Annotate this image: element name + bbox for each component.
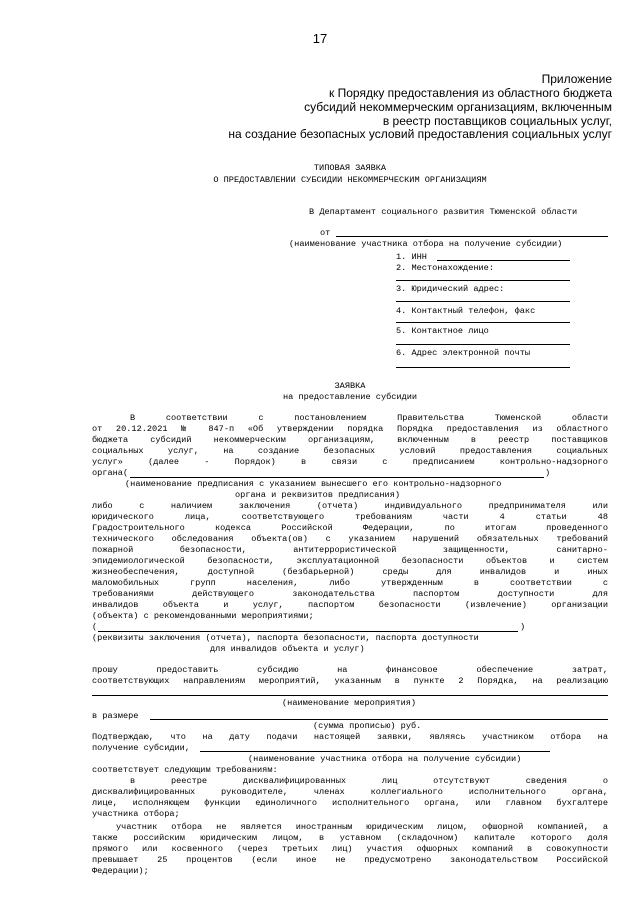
addressee-to: В Департамент социального развития Тюменской области	[309, 207, 578, 217]
detail-location: 2. Местонахождение:	[396, 263, 494, 273]
application-title: ЗАЯВКА	[334, 381, 366, 391]
detail-inn-line	[437, 260, 570, 261]
organ-hint: (наименование предписания с указанием вынесшего его контрольно-надзорного	[125, 479, 502, 489]
requisites-hint: (реквизиты заключения (отчета), паспорта безопасности, паспорта доступности	[92, 633, 479, 643]
page-number: 17	[312, 31, 328, 46]
detail-email-line	[396, 367, 570, 368]
form-title: ТИПОВАЯ ЗАЯВКА	[313, 163, 387, 173]
paren-open: (	[92, 622, 98, 632]
detail-legal-address-line	[396, 301, 570, 302]
event-hint: (наименование мероприятия)	[282, 698, 417, 708]
body-line: Градостроительного кодекса Российской Федерации, по итогам проведенного	[92, 523, 608, 533]
body-line: социальных услуг, на создание безопасных условий предоставления социальных	[92, 446, 608, 456]
detail-inn: 1. ИНН	[396, 252, 427, 262]
addressee-from-line	[336, 236, 608, 237]
detail-phone: 4. Контактный телефон, факс	[396, 306, 536, 316]
body-line: юридического лица, соответствующего требованиям части 4 статьи 48	[92, 512, 608, 522]
body-line: либо с наличием заключения (отчета) индивидуального предпринимателя или	[92, 501, 608, 511]
event-line	[92, 695, 608, 696]
body-line: участник отбора не является иностранным юридическим лицом, офшорной компанией, а	[116, 822, 608, 832]
body-line: получение субсидии,	[92, 743, 190, 753]
body-line: бюджета субсидий некоммерческим организациям, включенным в реестр поставщиков	[92, 435, 608, 445]
detail-location-line	[396, 280, 570, 281]
body-line: от 20.12.2021 № 847-п «Об утверждении порядка Порядка предоставления из областного	[92, 424, 608, 434]
addressee-from-label: от	[320, 228, 331, 238]
body-line: жизнеобеспечения, доступной (безбарьерной) среды для инвалидов и иных	[92, 567, 608, 577]
body-line: услуг» (далее - Порядок) в связи с предписанием контрольно-надзорного	[92, 457, 608, 467]
body-line: лице, исполняющем функции единоличного исполнительного органа, или главном бухгалтере	[92, 798, 608, 808]
organ-hint: органа и реквизитов предписания)	[235, 490, 401, 500]
body-line: Федерации);	[92, 866, 149, 876]
body-line: прошу предоставить субсидию на финансовое обеспечение затрат,	[92, 665, 608, 675]
body-line: В соответствии с постановлением Правительства Тюменской области	[130, 413, 608, 423]
body-line: соответствует следующим требованиям:	[92, 765, 278, 775]
annex-line: к Порядку предоставления из областного бюджета	[329, 86, 612, 100]
annex-line: в реестр поставщиков социальных услуг,	[382, 114, 612, 128]
body-line: эпидемиологической безопасности, эксплуатационной безопасности объектов и систем	[92, 556, 608, 566]
body-line: требованиями действующего законодательства паспортом доступности для	[92, 589, 608, 599]
application-subtitle: на предоставление субсидии	[282, 392, 418, 402]
paren-close: )	[520, 622, 526, 632]
amount-hint: (сумма прописью) руб.	[313, 721, 422, 731]
requisites-hint: для инвалидов объекта и услуг)	[210, 644, 365, 654]
body-line: участника отбора;	[92, 809, 180, 819]
detail-phone-line	[396, 322, 570, 323]
body-line: прямого или косвенного (через третьих лиц) участия офшорных компаний в совокупности	[92, 844, 608, 854]
organ-suffix: )	[545, 468, 551, 478]
body-line: соответствующих направлениям мероприятий, указанным в пункте 2 Порядка, на реализацию	[92, 676, 608, 686]
organ-line	[130, 477, 544, 478]
amount-label: в размере	[92, 711, 139, 721]
form-subtitle: О ПРЕДОСТАВЛЕНИИ СУБСИДИИ НЕКОММЕРЧЕСКИМ ОРГАНИЗАЦИЯМ	[213, 175, 487, 185]
annex-line: на создание безопасных условий предоставления социальных услуг	[228, 127, 612, 141]
body-line: дисквалифицированных руководителе, членах коллегиального исполнительного органа,	[92, 787, 608, 797]
body-line: технического обследования объекта(ов) с указанием нарушений обязательных требований	[92, 534, 608, 544]
requisites-line	[98, 631, 518, 632]
addressee-from-hint: (наименование участника отбора на получение субсидии)	[289, 239, 563, 249]
participant-hint: (наименование участника отбора на получение субсидии)	[248, 754, 522, 764]
body-line: в реестре дисквалифицированных лиц отсутствуют сведения о	[130, 776, 608, 786]
body-line: также российским юридическим лицом, в уставном (складочном) капитале которого доля	[92, 833, 608, 843]
annex-line: субсидий некоммерческим организациям, включенным	[304, 100, 612, 114]
annex-title: Приложение	[541, 72, 612, 86]
amount-line	[150, 719, 608, 720]
detail-email: 6. Адрес электронной почты	[396, 348, 531, 358]
body-line: инвалидов объекта и услуг, паспортом безопасности (извлечение) организации	[92, 600, 608, 610]
body-line: превышает 25 процентов (если иное не предусмотрено законодательством Российской	[92, 855, 608, 865]
detail-contact-line	[396, 344, 570, 345]
participant-line	[200, 751, 550, 752]
body-line: пожарной безопасности, антитеррористической защищенности, санитарно-	[92, 545, 608, 555]
organ-prefix: органа(	[92, 468, 129, 478]
body-line: (объекта) с рекомендованными мероприятиями;	[92, 611, 314, 621]
detail-contact: 5. Контактное лицо	[396, 326, 489, 336]
body-line: Подтверждаю, что на дату подачи настоящей заявки, являясь участником отбора на	[92, 732, 608, 742]
body-line: маломобильных групп населения, либо утвержденным в соответствии с	[92, 578, 608, 588]
detail-legal-address: 3. Юридический адрес:	[396, 284, 505, 294]
